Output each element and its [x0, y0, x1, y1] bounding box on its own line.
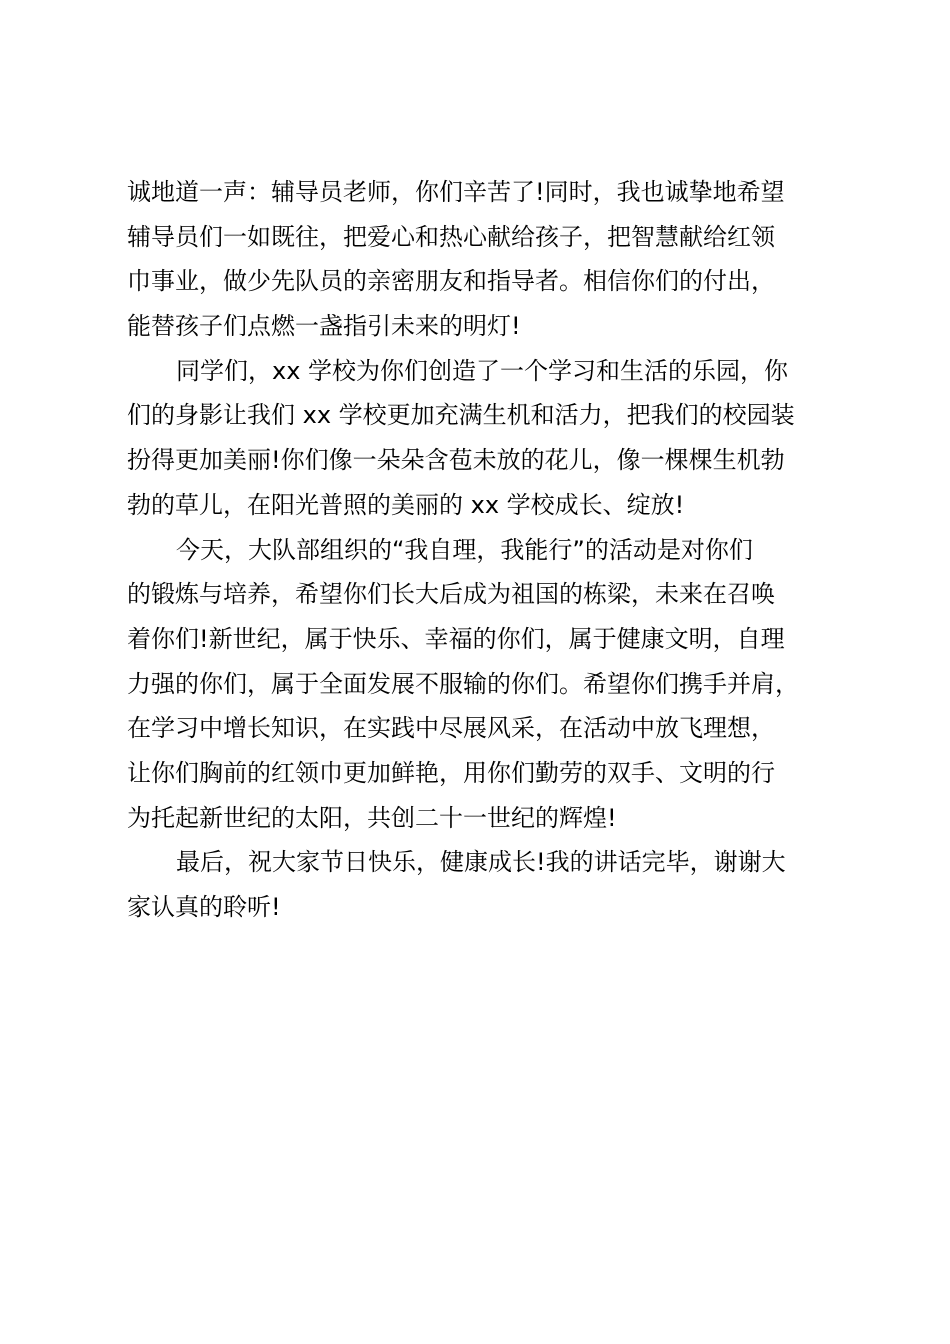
text-line: 扮得更加美丽!你们像一朵朵含苞未放的花儿，像一棵棵生机勃	[127, 446, 785, 475]
text-line: 诚地道一声：辅导员老师，你们辛苦了!同时，我也诚挚地希望	[127, 178, 785, 206]
text-line: 的锻炼与培养，希望你们长大后成为祖国的栋梁，未来在召唤	[127, 580, 775, 609]
text-line: 辅导员们一如既往，把爱心和热心献给孩子，把智慧献给红领	[127, 222, 775, 251]
text-line: 让你们胸前的红领巾更加鲜艳，用你们勤劳的双手、文明的行	[127, 758, 775, 787]
text-line: 在学习中增长知识，在实践中尽展风采，在活动中放飞理想，	[127, 714, 775, 743]
text-line: 家认真的聆听!	[127, 893, 281, 921]
paragraph-start-line: 最后，祝大家节日快乐，健康成长!我的讲话完毕，谢谢大	[176, 848, 786, 877]
speech-body	[127, 170, 833, 930]
text-line: 着你们!新世纪，属于快乐、幸福的你们，属于健康文明，自理	[127, 624, 785, 653]
text-line: 们的身影让我们 xx 学校更加充满生机和活力，把我们的校园装	[127, 401, 795, 430]
text-line: 力强的你们，属于全面发展不服输的你们。希望你们携手并肩，	[127, 669, 799, 698]
text-line: 勃的草儿，在阳光普照的美丽的 xx 学校成长、绽放!	[127, 490, 685, 519]
text-line: 巾事业，做少先队员的亲密朋友和指导者。相信你们的付出，	[127, 267, 775, 296]
text-line: 能替孩子们点燃一盏指引未来的明灯!	[127, 312, 521, 341]
paragraph-start-line: 今天，大队部组织的“我自理，我能行”的活动是对你们	[176, 535, 753, 564]
paragraph-start-line: 同学们，xx 学校为你们创造了一个学习和生活的乐园，你	[176, 356, 789, 385]
text-line: 为托起新世纪的太阳，共创二十一世纪的辉煌!	[127, 803, 617, 832]
